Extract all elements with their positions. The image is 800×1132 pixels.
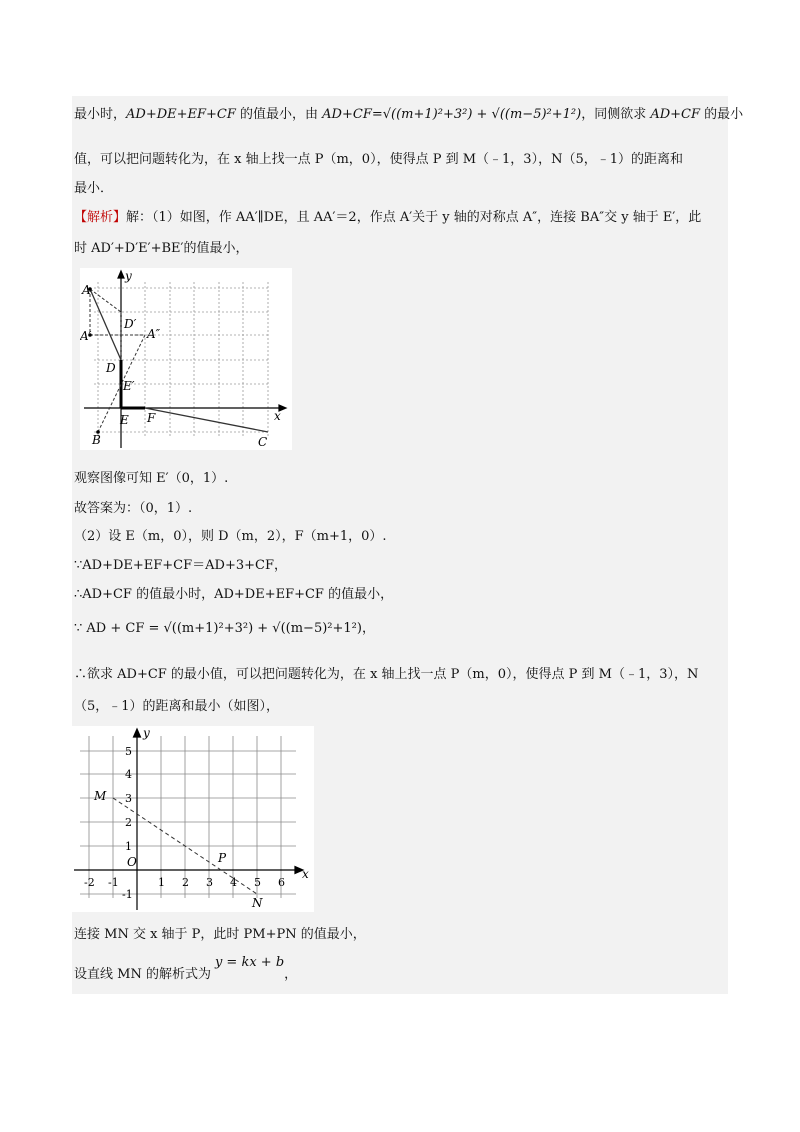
label-E1: E′ — [123, 379, 135, 393]
label-B: B — [92, 433, 101, 447]
axes — [84, 271, 286, 448]
y-tick: 1 — [125, 840, 132, 853]
label-O: O — [127, 855, 137, 869]
label-A2: A″ — [147, 327, 161, 341]
text-span: 设直线 MN 的解析式为 — [74, 967, 211, 982]
x-tick: 4 — [230, 876, 237, 889]
label-y: y — [125, 269, 132, 283]
label-x: x — [274, 409, 281, 423]
label-F: F — [147, 411, 156, 425]
figure-2-svg — [72, 726, 314, 912]
label-C: C — [258, 435, 268, 449]
figure-1-labels — [80, 269, 281, 449]
label-P: P — [218, 851, 227, 865]
x-tick: 5 — [254, 876, 261, 889]
figure-1 — [80, 268, 292, 450]
text-line-4 — [74, 209, 701, 227]
label-M: M — [94, 789, 107, 803]
text-line-13: （5，﹣1）的距离和最小（如图）， — [74, 699, 280, 714]
text-line-15 — [74, 955, 298, 984]
formula: =√((m+1)²+3²) + √((m−5)²+1²) — [371, 107, 582, 122]
figure-2-ticks — [84, 745, 285, 901]
x-tick: 1 — [158, 876, 165, 889]
text-line-12: ∴欲求 AD+CF 的最小值，可以把问题转化为，在 x 轴上找一点 P（m，0），使得点 P 到 M（﹣1，3），N — [74, 667, 699, 682]
text-line-8: （2）设 E（m，0），则 D（m，2），F（m+1，0）. — [74, 529, 387, 544]
figure-2 — [72, 726, 314, 912]
text-line-9: ∵AD+DE+EF+CF＝AD+3+CF， — [74, 558, 287, 573]
text-line-11: ∵ AD + CF = √((m+1)²+3²) + √((m−5)²+1²)， — [74, 621, 375, 636]
x-tick: 2 — [182, 876, 189, 889]
formula: y = kx + b — [214, 955, 285, 970]
text-line-10: ∴AD+CF 的值最小时，AD+DE+EF+CF 的值最小， — [74, 587, 394, 602]
text-span: 的值最小，由 — [235, 107, 323, 122]
text-span: 的最小 — [700, 107, 744, 122]
y-tick: -1 — [122, 888, 133, 901]
text-line-7: 故答案为：（0，1）. — [74, 501, 193, 516]
label-A1: A′ — [80, 329, 92, 343]
text-line-3: 最小． — [74, 181, 114, 196]
x-tick: 3 — [206, 876, 213, 889]
label-E: E — [120, 413, 129, 427]
x-tick: -2 — [84, 876, 95, 889]
text-line-2: 值，可以把问题转化为，在 x 轴上找一点 P（m，0），使得点 P 到 M（﹣1，3），N（5，﹣1）的距离和 — [74, 152, 683, 167]
label-N: N — [252, 896, 263, 910]
label-D1: D′ — [124, 317, 137, 331]
x-tick: 6 — [278, 876, 285, 889]
figure-1-svg — [80, 268, 292, 450]
y-tick: 5 — [125, 745, 132, 758]
grid — [80, 736, 296, 898]
label-x: x — [302, 867, 309, 881]
text-span: 最小时， — [74, 107, 127, 122]
text-line-5: 时 AD′+D′E′+BE′的值最小， — [74, 241, 249, 256]
analysis-tag: 【解析】 — [74, 210, 127, 225]
text-line-6: 观察图像可知 E′（0，1）. — [74, 471, 229, 486]
y-tick: 3 — [125, 792, 132, 805]
text-line-1 — [74, 106, 743, 124]
text-line-14: 连接 MN 交 x 轴于 P，此时 PM+PN 的值最小， — [74, 927, 366, 942]
text-span-italic: AD+DE+EF+CF — [126, 107, 236, 122]
y-tick: 2 — [125, 816, 132, 829]
text-span: ，同侧欲求 — [581, 107, 651, 122]
y-tick: 4 — [125, 768, 132, 781]
label-A: A — [82, 283, 91, 297]
text-span-italic: AD+CF — [650, 107, 701, 122]
text-span-italic: AD+CF — [322, 107, 372, 122]
label-y: y — [143, 726, 150, 740]
label-D: D — [106, 361, 116, 375]
text-span: ， — [284, 967, 298, 982]
solid-path — [90, 289, 268, 432]
text-span: 解：（1）如图，作 AA′∥DE，且 AA′＝2，作点 A′关于 y 轴的对称点 A″，连接 BA″交 y 轴于 E′，此 — [126, 210, 702, 225]
x-tick: -1 — [108, 876, 119, 889]
